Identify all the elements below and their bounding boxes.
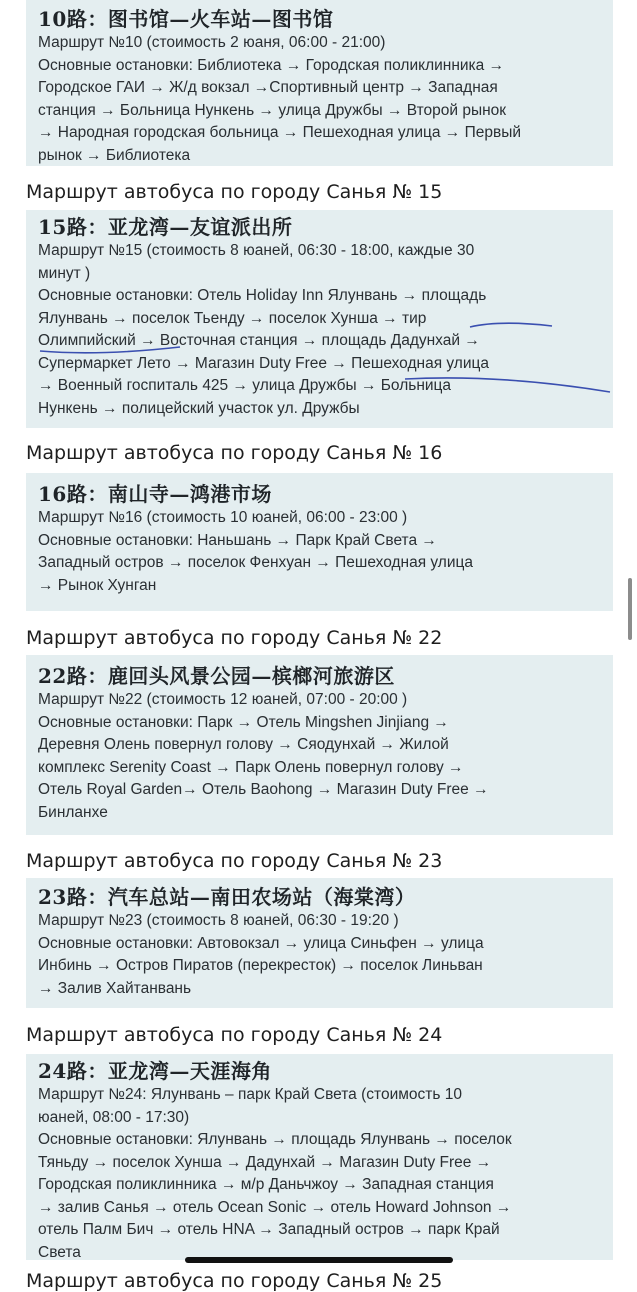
caption-route-23: Маршрут автобуса по городу Санья № 23 (26, 850, 443, 872)
route-15-line: минут ) (38, 264, 91, 282)
route-15-line: Основные остановки: Отель Holiday Inn Ялунвань → площадь (38, 287, 487, 304)
route-15-photo (26, 210, 613, 428)
route-16-line: Маршрут №16 (стоимость 10 юаней, 06:00 - 23:00 ) (38, 509, 408, 526)
route-10-line: Основные остановки: Библиотека → Городская поликлинника → (38, 56, 505, 74)
route-24-line: Маршрут №24: Ялунвань – парк Край Света (стоимость 10 (38, 1086, 462, 1103)
caption-route-15: Маршрут автобуса по городу Санья № 15 (26, 181, 443, 203)
route-24-line: юаней, 08:00 - 17:30) (38, 1108, 190, 1126)
route-16-title: 16路：南山寺—鸿港市场 (38, 482, 272, 506)
route-23-title: 23路：汽车总站—南田农场站（海棠湾） (38, 885, 416, 909)
route-24-photo (26, 1054, 613, 1260)
route-22-line: Бинланхе (38, 803, 108, 821)
vertical-scrollbar[interactable] (628, 578, 632, 640)
route-24-line: Света (38, 1243, 81, 1261)
route-10-photo (26, 0, 613, 166)
route-24-line: Тяньду → поселок Хунша → Дадунхай → Магазин Duty Free → (38, 1153, 492, 1171)
route-10-line: → Народная городская больница → Пешеходная улица → Первый (38, 124, 522, 141)
caption-route-16: Маршрут автобуса по городу Санья № 16 (26, 442, 443, 464)
route-22-title: 22路：鹿回头风景公园—槟榔河旅游区 (38, 664, 395, 688)
route-23-line: Основные остановки: Автовокзал → улица Синьфен → улица (38, 934, 484, 952)
route-23-line: Инбинь → Остров Пиратов (перекресток) → поселок Линьван (38, 957, 483, 974)
route-24-line: отель Палм Бич → отель HNA → Западный остров → парк Край (38, 1221, 500, 1238)
route-22-photo (26, 655, 613, 835)
route-23-line: Маршрут №23 (стоимость 8 юаней, 06:30 - 19:20 ) (38, 912, 399, 929)
home-indicator[interactable] (185, 1257, 453, 1263)
route-16-line: Основные остановки: Наньшань → Парк Край Света → (38, 531, 437, 549)
route-10-line: Маршрут №10 (стоимость 2 юаня, 06:00 - 21:00) (38, 34, 386, 51)
route-22-line: Основные остановки: Парк → Отель Mingshen Jinjiang → (38, 713, 449, 731)
route-23-photo (26, 878, 613, 1008)
caption-route-22: Маршрут автобуса по городу Санья № 22 (26, 627, 443, 649)
route-15-title: 15路：亚龙湾—友谊派出所 (38, 215, 293, 239)
route-22-line: Отель Royal Garden→ Отель Baohong → Магазин Duty Free → (38, 781, 489, 798)
route-10-line: станция → Больница Нункень → улица Дружбы → Второй рынок (38, 101, 507, 119)
caption-route-24: Маршрут автобуса по городу Санья № 24 (26, 1024, 443, 1046)
route-24-title: 24路：亚龙湾—天涯海角 (38, 1059, 272, 1083)
route-24-line: Городская поликлинника → м/р Даньчжоу → Западная станция (38, 1176, 494, 1193)
route-15-line: Нункень → полицейский участок ул. Дружбы (38, 399, 360, 417)
route-16-photo (26, 473, 613, 611)
route-15-line: Супермаркет Лето → Магазин Duty Free → Пешеходная улица (38, 354, 489, 372)
route-10-title: 10路：图书馆—火车站—图书馆 (38, 7, 334, 31)
route-10-line: Городское ГАИ → Ж/д вокзал →Спортивный центр → Западная (38, 79, 498, 96)
route-15-line: Маршрут №15 (стоимость 8 юаней, 06:30 - 18:00, каждые 30 (38, 242, 475, 259)
route-22-line: комплекс Serenity Coast → Парк Олень повернул голову → (38, 758, 464, 776)
route-16-line: Западный остров → поселок Фенхуан → Пешеходная улица (38, 554, 474, 571)
route-16-line: → Рынок Хунган (38, 576, 157, 594)
route-15-line: Олимпийский → Восточная станция → площадь Дадунхай → (38, 332, 480, 349)
route-24-line: → залив Санья → отель Ocean Sonic → отель Howard Johnson → (38, 1198, 512, 1216)
route-10-line: рынок → Библиотека (38, 146, 191, 164)
route-15-line: → Военный госпиталь 425 → улица Дружбы → Больница (38, 377, 452, 394)
route-15-line: Ялунвань → поселок Тьенду → поселок Хунша → тир (38, 309, 427, 327)
route-22-line: Маршрут №22 (стоимость 12 юаней, 07:00 - 20:00 ) (38, 691, 408, 708)
route-24-line: Основные остановки: Ялунвань → площадь Ялунвань → поселок (38, 1131, 512, 1148)
route-22-line: Деревня Олень повернул голову → Сяодунхай → Жилой (38, 736, 449, 753)
caption-route-25-partial: Маршрут автобуса по городу Санья № 25 (26, 1270, 443, 1292)
route-23-line: → Залив Хайтанвань (38, 979, 192, 997)
